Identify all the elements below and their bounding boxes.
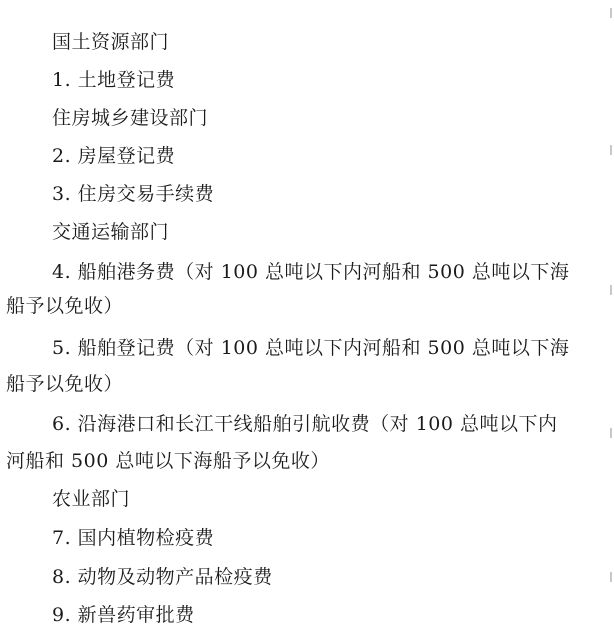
fee-item-4-continuation: 船予以免收） xyxy=(6,295,124,317)
fee-item-7: 7. 国内植物检疫费 xyxy=(52,527,215,549)
section-heading-housing: 住房城乡建设部门 xyxy=(52,107,209,129)
fee-item-9: 9. 新兽药审批费 xyxy=(52,604,195,626)
scan-edge-mark xyxy=(610,145,612,155)
scan-edge-mark xyxy=(610,8,612,18)
section-heading-land-resources: 国土资源部门 xyxy=(52,31,170,53)
scan-edge-mark xyxy=(610,285,612,295)
section-heading-transport: 交通运输部门 xyxy=(52,221,170,243)
fee-item-5-continuation: 船予以免收） xyxy=(6,373,124,395)
scan-edge-mark xyxy=(610,572,612,582)
fee-item-5: 5. 船舶登记费（对 100 总吨以下内河船和 500 总吨以下海 xyxy=(52,337,570,359)
fee-item-6: 6. 沿海港口和长江干线船舶引航收费（对 100 总吨以下内 xyxy=(52,413,558,435)
fee-item-4: 4. 船舶港务费（对 100 总吨以下内河船和 500 总吨以下海 xyxy=(52,261,570,283)
fee-item-8: 8. 动物及动物产品检疫费 xyxy=(52,566,273,588)
fee-item-2: 2. 房屋登记费 xyxy=(52,145,176,167)
fee-item-6-continuation: 河船和 500 总吨以下海船予以免收） xyxy=(6,450,330,472)
fee-item-1: 1. 土地登记费 xyxy=(52,69,176,91)
section-heading-agriculture: 农业部门 xyxy=(52,488,131,510)
fee-item-3: 3. 住房交易手续费 xyxy=(52,183,215,205)
scan-edge-mark xyxy=(610,428,612,438)
